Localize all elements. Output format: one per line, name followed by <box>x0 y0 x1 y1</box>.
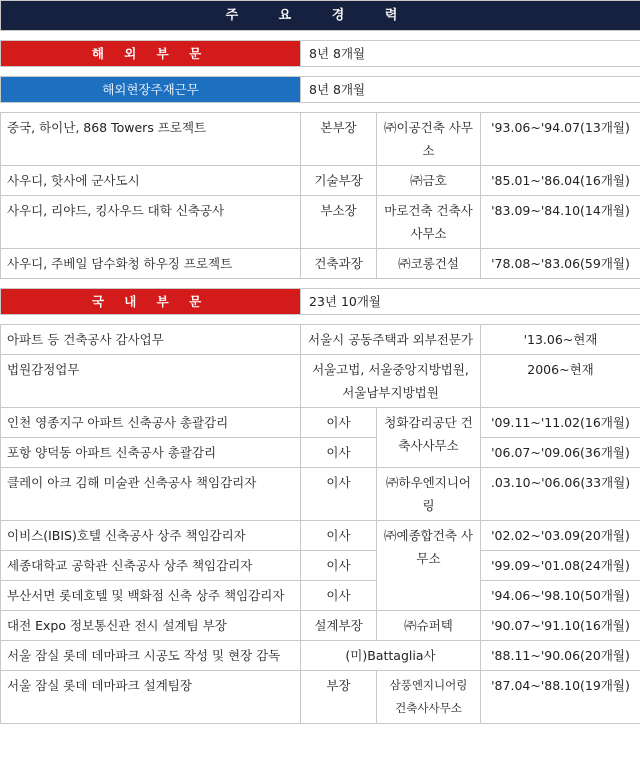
period: '94.06~'98.10(50개월) <box>481 581 640 611</box>
project-name: 사우디, 주베일 담수화청 하우징 프로젝트 <box>1 249 301 279</box>
project-name: 클레이 아크 김해 미술관 신축공사 책임감리자 <box>1 468 301 521</box>
overseas-section-label: 해 외 부 문 <box>1 41 301 67</box>
overseas-duration: 8년 8개월 <box>301 41 640 67</box>
project-name: 이비스(IBIS)호텔 신축공사 상주 책임감리자 <box>1 521 301 551</box>
company: 마로건축 건축사사무소 <box>377 196 481 249</box>
project-name: 인천 영종지구 아파트 신축공사 총괄감리 <box>1 408 301 438</box>
organization: 서울고법, 서울중앙지방법원, 서울남부지방법원 <box>301 355 481 408</box>
table-row <box>1 641 640 671</box>
table-row <box>1 611 640 641</box>
period: '87.04~'88.10(19개월) <box>481 671 640 724</box>
table-row <box>1 325 640 355</box>
overseas-sub-duration: 8년 8개월 <box>301 77 640 103</box>
table-row <box>1 438 640 468</box>
spacer <box>1 67 640 77</box>
table-row <box>1 671 640 724</box>
period: 2006~현재 <box>481 355 640 408</box>
table-row <box>1 113 640 166</box>
company: ㈜슈퍼텍 <box>377 611 481 641</box>
project-name: 사우디, 리야드, 킹사우드 대학 신축공사 <box>1 196 301 249</box>
project-name: 대전 Expo 정보통신관 전시 설계팀 부장 <box>1 611 301 641</box>
organization: (미)Battaglia사 <box>301 641 481 671</box>
period: '09.11~'11.02(16개월) <box>481 408 640 438</box>
project-name: 부산서면 롯데호텔 및 백화점 신축 상주 책임감리자 <box>1 581 301 611</box>
company: 삼풍엔지니어링 건축사사무소 <box>377 671 481 724</box>
table-row <box>1 551 640 581</box>
project-name: 포항 양덕동 아파트 신축공사 총괄감리 <box>1 438 301 468</box>
position: 이사 <box>301 551 377 581</box>
spacer <box>1 103 640 113</box>
company: ㈜예종합건축 사무소 <box>377 521 481 611</box>
page-title: 주 요 경 력 <box>1 1 640 31</box>
period: .03.10~'06.06(33개월) <box>481 468 640 521</box>
organization: 서울시 공동주택과 외부전문가 <box>301 325 481 355</box>
period: '13.06~현재 <box>481 325 640 355</box>
period: '85.01~'86.04(16개월) <box>481 166 640 196</box>
table-row <box>1 249 640 279</box>
position: 이사 <box>301 438 377 468</box>
table-row <box>1 581 640 611</box>
period: '02.02~'03.09(20개월) <box>481 521 640 551</box>
period: '88.11~'90.06(20개월) <box>481 641 640 671</box>
domestic-duration: 23년 10개월 <box>301 289 640 315</box>
position: 기술부장 <box>301 166 377 196</box>
table-row <box>1 408 640 438</box>
period: '83.09~'84.10(14개월) <box>481 196 640 249</box>
position: 이사 <box>301 468 377 521</box>
table-row <box>1 468 640 521</box>
project-name: 서울 잠실 롯데 데마파크 설계팀장 <box>1 671 301 724</box>
period: '90.07~'91.10(16개월) <box>481 611 640 641</box>
period: '99.09~'01.08(24개월) <box>481 551 640 581</box>
position: 이사 <box>301 521 377 551</box>
period: '06.07~'09.06(36개월) <box>481 438 640 468</box>
table-row <box>1 196 640 249</box>
period: '93.06~'94.07(13개월) <box>481 113 640 166</box>
project-name: 아파트 등 건축공사 감사업무 <box>1 325 301 355</box>
project-name: 사우디, 핫사에 군사도시 <box>1 166 301 196</box>
spacer <box>1 31 640 41</box>
position: 부소장 <box>301 196 377 249</box>
spacer <box>1 315 640 325</box>
company: 청화감리공단 건축사사무소 <box>377 408 481 468</box>
position: 이사 <box>301 408 377 438</box>
position: 설계부장 <box>301 611 377 641</box>
domestic-section-label: 국 내 부 문 <box>1 289 301 315</box>
company: ㈜금호 <box>377 166 481 196</box>
project-name: 법원감정업무 <box>1 355 301 408</box>
company: ㈜이공건축 사무소 <box>377 113 481 166</box>
company: ㈜코롱건설 <box>377 249 481 279</box>
table-row <box>1 355 640 408</box>
position: 이사 <box>301 581 377 611</box>
company: ㈜하우엔지니어링 <box>377 468 481 521</box>
position: 본부장 <box>301 113 377 166</box>
overseas-sub-label: 해외현장주재근무 <box>1 77 301 103</box>
period: '78.08~'83.06(59개월) <box>481 249 640 279</box>
project-name: 서울 잠실 롯데 데마파크 시공도 작성 및 현장 감독 <box>1 641 301 671</box>
table-row <box>1 166 640 196</box>
spacer <box>1 279 640 289</box>
project-name: 세종대학교 공학관 신축공사 상주 책임감리자 <box>1 551 301 581</box>
position: 부장 <box>301 671 377 724</box>
project-name: 중국, 하이난, 868 Towers 프로젝트 <box>1 113 301 166</box>
table-row <box>1 521 640 551</box>
position: 건축과장 <box>301 249 377 279</box>
